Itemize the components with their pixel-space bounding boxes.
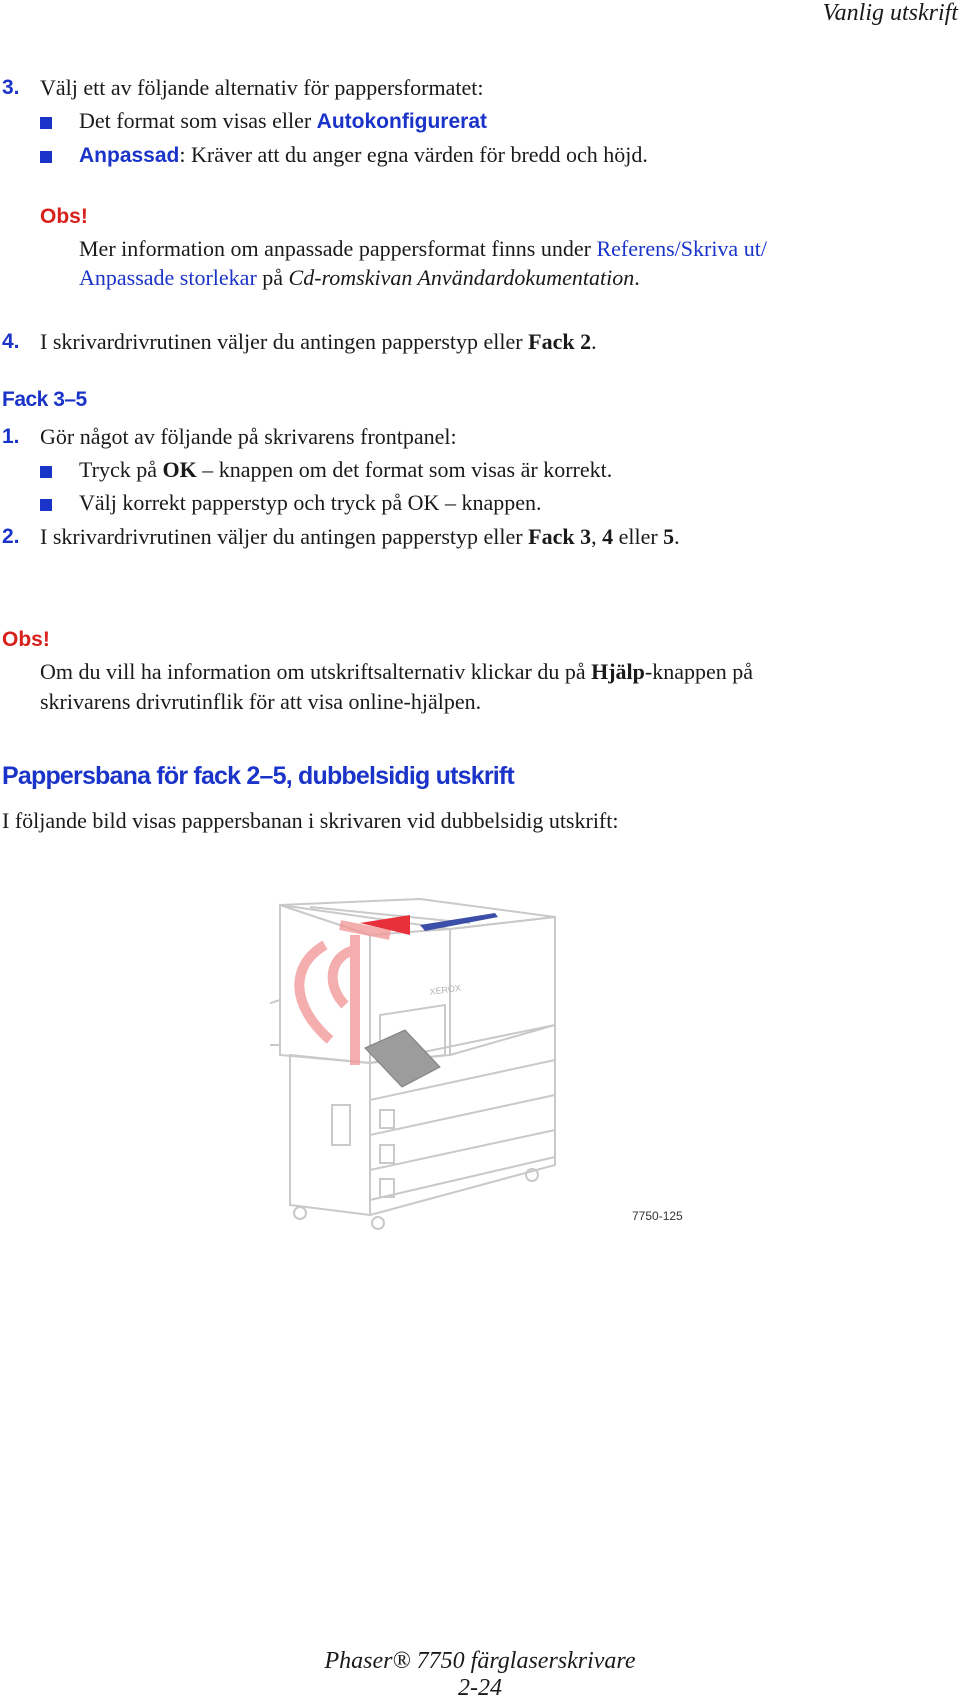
printer-drawing: [270, 895, 570, 1230]
note-1-line-2: Anpassade storlekar på Cd-romskivan Användardokumentation.: [79, 265, 640, 290]
keyword-anpassad: Anpassad: [79, 144, 180, 167]
note-label: Obs!: [2, 628, 50, 651]
bullet-icon: [40, 466, 52, 478]
step-2: [2, 525, 20, 549]
bullet-autoconfig: Det format som visas eller Autokonfigurerat: [79, 108, 487, 133]
bullet-anpassad: Anpassad: Kräver att du anger egna värden för bredd och höjd.: [79, 142, 648, 167]
step-2-text: I skrivardrivrutinen väljer du antingen papperstyp eller Fack 3, 4 eller 5.: [40, 524, 680, 549]
step-number: 3.: [2, 76, 20, 99]
bullet-icon: [40, 151, 52, 163]
keyword-autokonfigurerat: Autokonfigurerat: [316, 110, 487, 133]
step-4: [2, 330, 20, 354]
note-label: Obs!: [40, 205, 88, 228]
step-number: 2.: [2, 525, 20, 548]
paper-sheet: [365, 1030, 440, 1087]
step-number: 1.: [2, 425, 20, 448]
printer-illustration: [270, 895, 570, 1230]
step-1-text: Gör något av följande på skrivarens frontpanel:: [40, 424, 457, 449]
step-3-text: Välj ett av följande alternativ för pappersformatet:: [40, 75, 484, 100]
section-intro: I följande bild visas pappersbanan i skrivaren vid dubbelsidig utskrift:: [2, 808, 619, 833]
step-1: [2, 425, 20, 449]
note-2-line-2: skrivarens drivrutinflik för att visa online-hjälpen.: [40, 689, 482, 714]
bullet-press-ok: Tryck på OK – knappen om det format som visas är korrekt.: [79, 457, 613, 482]
footer-page-number: 2-24: [458, 1675, 502, 1701]
footer-product: Phaser® 7750 färglaserskrivare: [324, 1648, 636, 1674]
section-heading: Fack 3–5: [2, 388, 87, 411]
section-heading: Pappersbana för fack 2–5, dubbelsidig utskrift: [2, 762, 514, 790]
step-number: 4.: [2, 330, 20, 353]
note-1-line-1: Mer information om anpassade pappersformat finns under Referens/Skriva ut/: [79, 236, 767, 261]
bullet-select-type: Välj korrekt papperstyp och tryck på OK – knappen.: [79, 490, 542, 515]
running-header: Vanlig utskrift: [822, 0, 958, 26]
step-3: [2, 76, 20, 100]
step-4-text: I skrivardrivrutinen väljer du antingen papperstyp eller Fack 2.: [40, 329, 597, 354]
bullet-icon: [40, 499, 52, 511]
note-2-line-1: Om du vill ha information om utskriftsalternativ klickar du på Hjälp-knappen på: [40, 659, 754, 684]
bullet-icon: [40, 117, 52, 129]
figure-label: 7750-125: [632, 1209, 683, 1223]
reference-link-cont[interactable]: Anpassade storlekar: [79, 265, 257, 290]
reference-link[interactable]: Referens/Skriva ut/: [596, 236, 767, 261]
brand-mark: XEROX: [428, 982, 462, 997]
